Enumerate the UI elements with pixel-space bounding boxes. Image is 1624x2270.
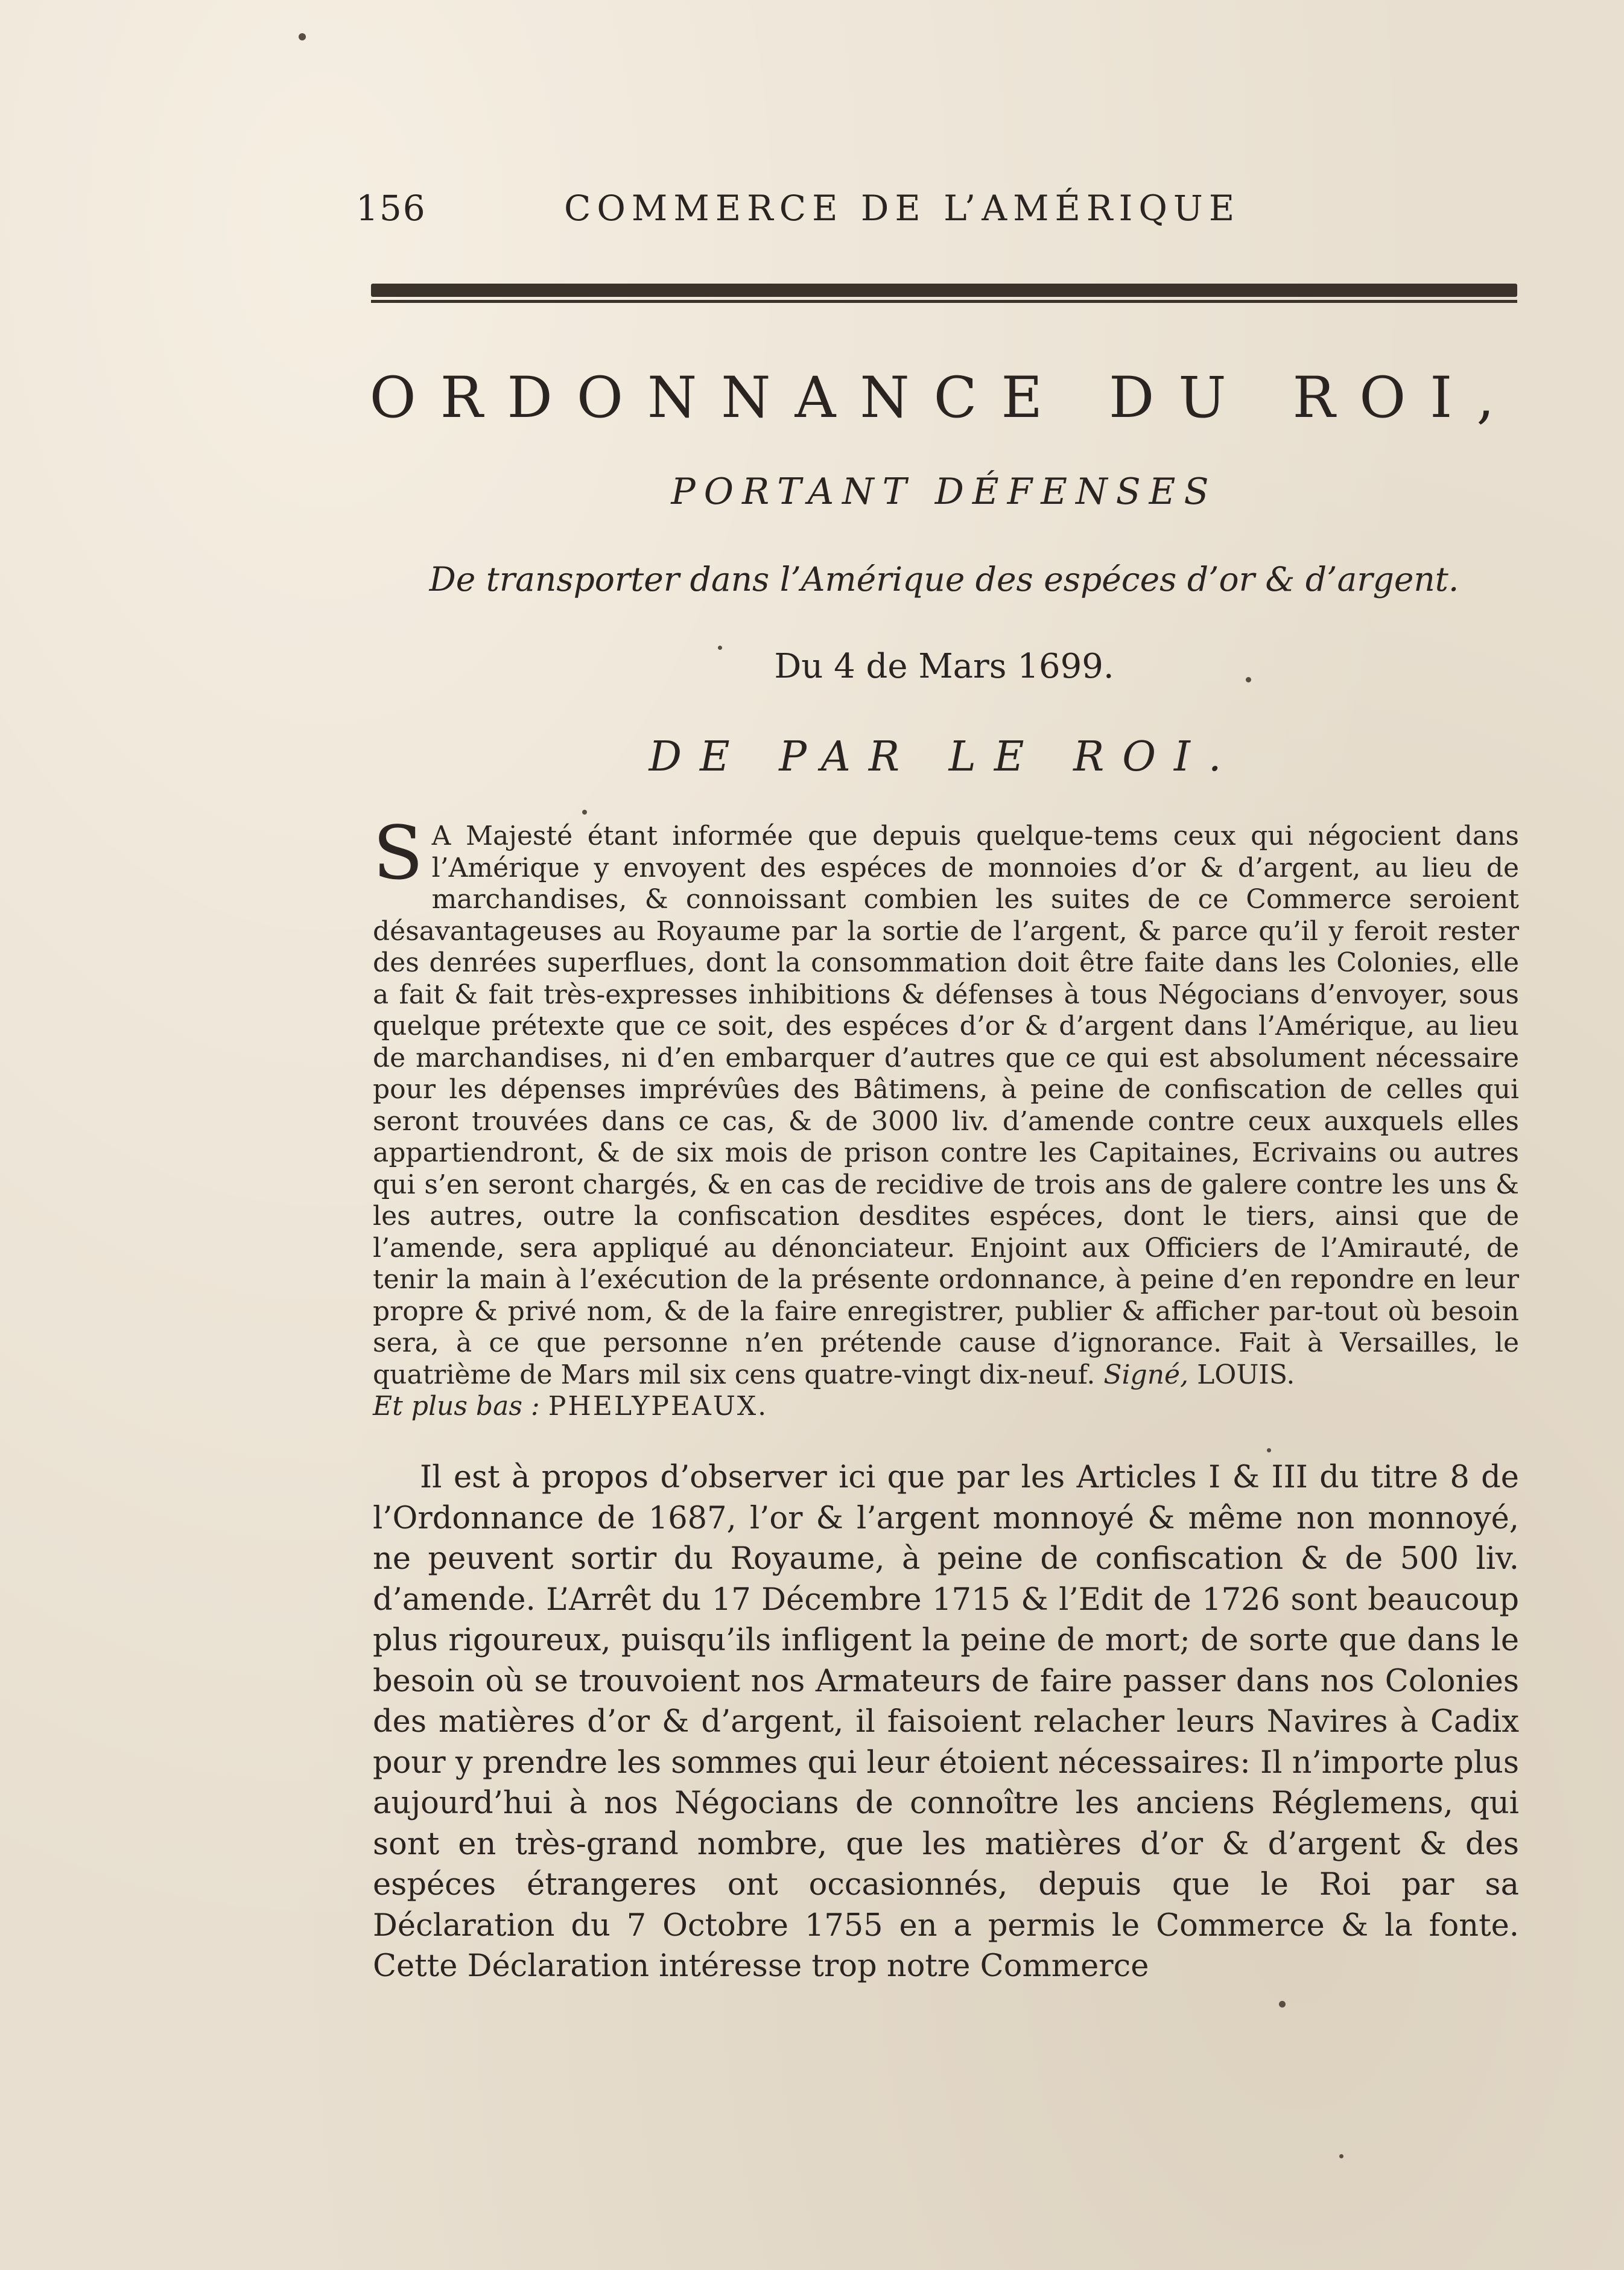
signed-name: LOUIS. [1197,1359,1295,1390]
ordinance-description: De transporter dans l’Amérique des espéces d’or & d’argent. [429,560,1459,599]
paper-speck [1279,2001,1286,2008]
page-number: 156 [356,188,427,229]
signed-label: Signé, [1103,1359,1189,1390]
header-rule [371,284,1517,304]
paper-speck [582,810,587,815]
commentary-paragraph: Il est à propos d’observer ici que par les Articles I & III du titre 8 de l’Ordonnance de 1687, l’or & l’argent monnoyé & même non monnoyé, ne peuvent sortir du Royaume, à peine de confiscation & de 500 liv. d’amende. L’Arrêt du 17 Décembre 1715 & l’Edit de 1726 sont beaucoup plus rigoureux, puisqu’ils infligent la peine de mort; de sorte que dans le besoin où se trouvoient nos Armateurs de faire passer dans nos Colonies des matières d’or & d’argent, il faisoient relacher leurs Navires à Cadix pour y prendre les sommes qui leur étoient nécessaires: Il n’importe plus aujourd’hui à nos Négocians de connoître les anciens Réglemens, qui sont en très-grand nombre, que les matières d’or & d’argent & des espéces étrangeres ont occasionnés, depuis que le Roi par sa Déclaration du 7 Octobre 1755 en a permis le Commerce & la fonte. Cette Déclaration intéresse trop notre Commerce [373,1460,1519,1984]
countersign-label: Et plus bas : [373,1391,540,1422]
ordinance-body-text: A Majesté étant informée que depuis quelque-tems ceux qui négocient dans l’Amérique y envoyent des espéces de monnoies d’or & d’argent, au lieu de marchandises, & connoissant combien les suites de ce Commerce seroient désavantageuses au Royaume par la sortie de l’argent, & parce qu’il y feroit rester des denrées superflues, dont la consommation doit être faite dans les Colonies, elle a fait & fait très-expresses inhibitions & défenses à tous Négocians d’envoyer, sous quelque prétexte que ce soit, des espéces d’or & d’argent dans l’Amérique, au lieu de marchandises, ni d’en embarquer d’autres que ce qui est absolument nécessaire pour les dépenses imprévûes des Bâtimens, à peine de confiscation de celles qui seront trouvées dans ce cas, & de 3000 liv. d’amende contre ceux auxquels elles appartiendront, & de six mois de prison contre les Capitaines, Ecrivains ou autres qui s’en seront chargés, & en cas de recidive de trois ans de galere contre les uns & les autres, outre la confiscation desdites espéces, dont le tiers, ainsi que de l’amende, sera appliqué au dénonciateur. Enjoint aux Officiers de l’Amirauté, de tenir la main à l’exécution de la présente ordonnance, à peine d’en repondre en leur propre & privé nom, & de la faire enregistrer, publier & afficher par-tout où besoin sera, à ce que personne n’en prétende cause d’ignorance. Fait à Versailles, le quatrième de Mars mil six cens quatre-vingt dix-neuf. [373,821,1519,1390]
running-head [356,184,1532,238]
paper-speck [1246,677,1251,682]
ordinance-issuer: DE PAR LE ROI. [649,733,1240,781]
running-title: COMMERCE DE L’AMÉRIQUE [564,188,1241,229]
drop-capital: S [373,810,423,896]
paper-speck [1339,2154,1343,2158]
ordinance-body [373,810,1519,1423]
ordinance-title: ORDONNANCE DU ROI, [369,365,1519,431]
paper-speck [299,33,306,40]
countersign-name: PHELYPEAUX. [548,1391,769,1422]
paper-speck [1267,1448,1271,1452]
ordinance-subtitle: PORTANT DÉFENSES [671,471,1217,513]
header-rule-thin [371,300,1517,303]
ordinance-date: Du 4 de Mars 1699. [774,647,1114,686]
paper-speck [718,646,722,650]
header-rule-thick [371,284,1517,297]
